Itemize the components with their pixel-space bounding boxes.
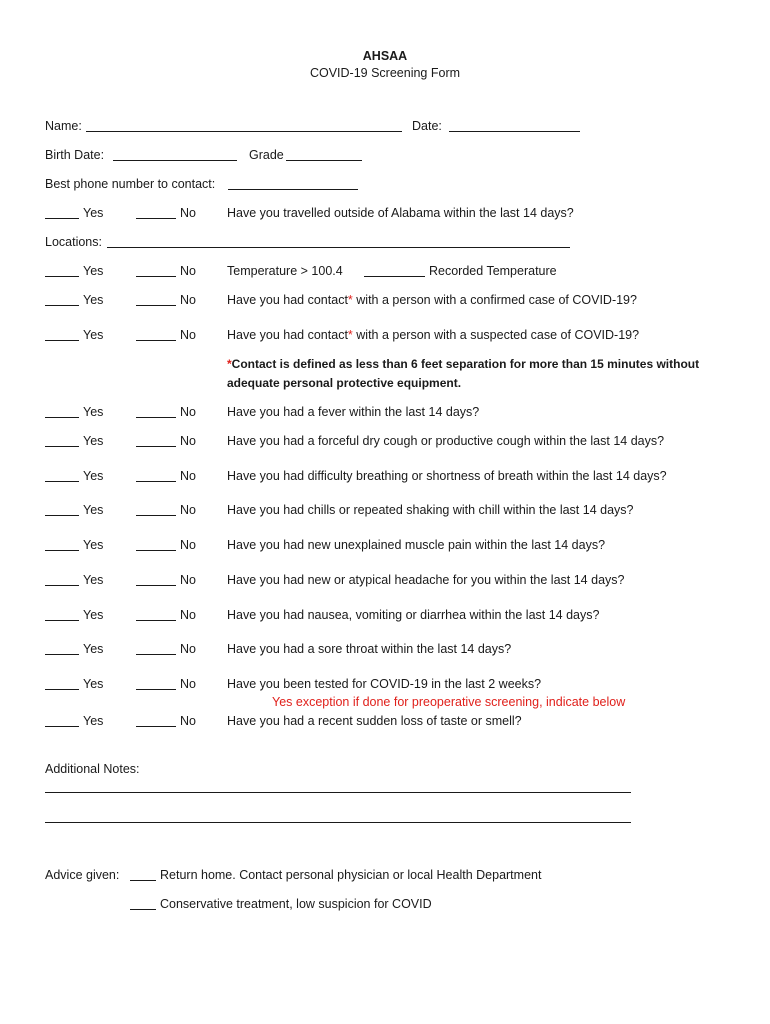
no-blank[interactable] <box>136 678 176 690</box>
yes-label: Yes <box>83 608 104 622</box>
yes-blank[interactable] <box>45 574 79 586</box>
advice-option1-blank[interactable] <box>130 869 156 881</box>
yes-blank[interactable] <box>45 643 79 655</box>
yes-label: Yes <box>83 714 104 728</box>
yes-blank[interactable] <box>45 539 79 551</box>
yes-label: Yes <box>83 434 104 448</box>
question-contact-confirmed <box>227 294 637 307</box>
grade-field[interactable] <box>286 149 362 161</box>
no-label: No <box>180 503 196 517</box>
birth-date-field[interactable] <box>113 149 237 161</box>
no-blank[interactable] <box>136 265 176 277</box>
locations-field[interactable] <box>107 236 570 248</box>
yes-label: Yes <box>83 469 104 483</box>
question-tested: Have you been tested for COVID-19 in the last 2 weeks? <box>227 677 542 691</box>
yes-blank[interactable] <box>45 470 79 482</box>
no-label: No <box>180 328 196 342</box>
question-travel: Have you travelled outside of Alabama within the last 14 days? <box>227 206 574 220</box>
locations-label: Locations: <box>45 235 102 249</box>
no-label: No <box>180 642 196 656</box>
yes-label: Yes <box>83 405 104 419</box>
recorded-temp-label: Recorded Temperature <box>429 264 557 278</box>
advice-option1-label: Return home. Contact personal physician or local Health Department <box>160 868 542 882</box>
yes-blank[interactable] <box>45 609 79 621</box>
no-blank[interactable] <box>136 435 176 447</box>
question-text: Have you had contact <box>227 293 348 307</box>
question-contact-suspected <box>227 329 639 342</box>
yes-label: Yes <box>83 328 104 342</box>
no-label: No <box>180 677 196 691</box>
note-asterisk: * <box>227 357 232 371</box>
yes-blank[interactable] <box>45 265 79 277</box>
yes-blank[interactable] <box>45 406 79 418</box>
contact-note-line2: adequate personal protective equipment. <box>227 376 462 390</box>
phone-label: Best phone number to contact: <box>45 177 216 191</box>
yes-label: Yes <box>83 293 104 307</box>
asterisk: * <box>347 328 353 342</box>
no-blank[interactable] <box>136 207 176 219</box>
form-subtitle: COVID-19 Screening Form <box>309 66 461 80</box>
notes-line-1[interactable] <box>45 792 631 793</box>
question-muscle-pain: Have you had new unexplained muscle pain within the last 14 days? <box>227 538 606 552</box>
no-label: No <box>180 206 196 220</box>
question-taste-smell: Have you had a recent sudden loss of taste or smell? <box>227 714 522 728</box>
date-field[interactable] <box>449 120 580 132</box>
yes-label: Yes <box>83 538 104 552</box>
yes-blank[interactable] <box>45 504 79 516</box>
question-text: with a person with a suspected case of COVID-19? <box>356 328 640 342</box>
yes-blank[interactable] <box>45 294 79 306</box>
no-label: No <box>180 714 196 728</box>
note-text: Contact is defined as less than 6 feet separation for more than 15 minutes without <box>231 357 700 371</box>
yes-blank[interactable] <box>45 678 79 690</box>
no-blank[interactable] <box>136 329 176 341</box>
yes-blank[interactable] <box>45 329 79 341</box>
yes-label: Yes <box>83 642 104 656</box>
grade-label: Grade <box>249 148 284 162</box>
date-label: Date: <box>412 119 442 133</box>
form-title: AHSAA <box>362 49 408 63</box>
no-label: No <box>180 469 196 483</box>
advice-option2-blank[interactable] <box>130 898 156 910</box>
question-chills: Have you had chills or repeated shaking with chill within the last 14 days? <box>227 503 634 517</box>
no-label: No <box>180 538 196 552</box>
no-label: No <box>180 434 196 448</box>
question-fever: Have you had a fever within the last 14 days? <box>227 405 480 419</box>
no-blank[interactable] <box>136 715 176 727</box>
no-label: No <box>180 608 196 622</box>
question-sore-throat: Have you had a sore throat within the last 14 days? <box>227 642 512 656</box>
temperature-label: Temperature > 100.4 <box>227 264 343 278</box>
yes-blank[interactable] <box>45 435 79 447</box>
no-blank[interactable] <box>136 539 176 551</box>
notes-line-2[interactable] <box>45 822 631 823</box>
question-headache: Have you had new or atypical headache for you within the last 14 days? <box>227 573 625 587</box>
no-blank[interactable] <box>136 643 176 655</box>
no-label: No <box>180 573 196 587</box>
recorded-temp-field[interactable] <box>364 265 425 277</box>
advice-option2-label: Conservative treatment, low suspicion for COVID <box>160 897 432 911</box>
no-blank[interactable] <box>136 504 176 516</box>
no-blank[interactable] <box>136 470 176 482</box>
birth-date-label: Birth Date: <box>45 148 105 162</box>
phone-field[interactable] <box>228 178 358 190</box>
no-label: No <box>180 293 196 307</box>
no-label: No <box>180 405 196 419</box>
notes-label: Additional Notes: <box>45 762 140 776</box>
name-field[interactable] <box>86 120 402 132</box>
no-label: No <box>180 264 196 278</box>
yes-label: Yes <box>83 206 104 220</box>
no-blank[interactable] <box>136 294 176 306</box>
question-nausea: Have you had nausea, vomiting or diarrhea within the last 14 days? <box>227 608 600 622</box>
yes-label: Yes <box>83 677 104 691</box>
contact-note-line1 <box>227 358 699 370</box>
yes-label: Yes <box>83 503 104 517</box>
yes-blank[interactable] <box>45 207 79 219</box>
exception-note: Yes exception if done for preoperative screening, indicate below <box>272 695 626 709</box>
advice-label: Advice given: <box>45 868 120 882</box>
question-breathing: Have you had difficulty breathing or shortness of breath within the last 14 days? <box>227 469 667 483</box>
yes-label: Yes <box>83 573 104 587</box>
no-blank[interactable] <box>136 574 176 586</box>
question-text: Have you had contact <box>227 328 348 342</box>
question-text: with a person with a confirmed case of COVID-19? <box>356 293 637 307</box>
name-label: Name: <box>45 119 82 133</box>
yes-blank[interactable] <box>45 715 79 727</box>
asterisk: * <box>347 293 353 307</box>
no-blank[interactable] <box>136 609 176 621</box>
no-blank[interactable] <box>136 406 176 418</box>
question-cough: Have you had a forceful dry cough or productive cough within the last 14 days? <box>227 434 665 448</box>
yes-label: Yes <box>83 264 104 278</box>
